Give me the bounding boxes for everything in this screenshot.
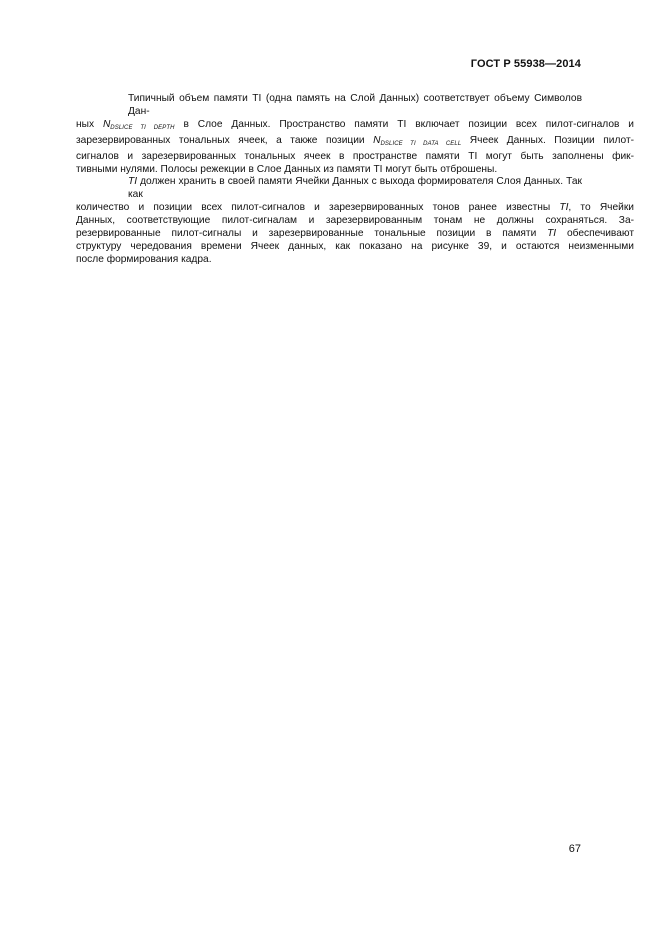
page-number: 67 xyxy=(568,843,581,855)
paragraph-memory-size xyxy=(76,93,635,176)
text-line: сигналов и зарезервированных тональных ячеек в пространстве памяти TI могут быть заполнены фик- xyxy=(76,150,634,162)
text-line: тивными нулями. Полосы режекции в Слое Данных из памяти TI могут быть отброшены. xyxy=(76,163,498,175)
text-line: количество и позиции всех пилот-сигналов и зарезервированных тонов ранее известны TI, то Ячейки xyxy=(76,202,634,214)
text-line: ных $N_{DSLICE TI DEPTH}$ в Слое Данных. Пространство памяти TI включает позиции всех пилот-сигналов и xyxy=(76,118,634,131)
text-line: Типичный объем памяти TI (одна память на Слой Данных) соответствует объему Символов Дан- xyxy=(128,93,582,117)
text-line: структуру чередования времени Ячеек данных, как показано на рисунке 39, и остаются неизменными xyxy=(76,240,634,252)
text-line: после формирования кадра. xyxy=(76,253,212,265)
text-line: зарезервированных тональных ячеек, а также позиции $N_{DSLICE TI DATA CELL}$ Ячеек Данных. Позиции пилот- xyxy=(76,134,635,147)
subscript: DSLICE TI DEPTH xyxy=(110,124,175,131)
text-line: Данных, соответствующие пилот-сигналам и зарезервированным тонам не должны сохраняться. За- xyxy=(76,215,634,227)
text-line: резервированные пилот-сигналы и зарезервированные тональные позиции в памяти TI обеспечивают xyxy=(76,228,634,240)
text-line: TI должен хранить в своей памяти Ячейки Данных с выхода формирователя Слоя Данных. Так как xyxy=(128,176,582,201)
subscript: DSLICE TI DATA CELL xyxy=(380,140,462,147)
document-id-header: ГОСТ Р 55938—2014 xyxy=(470,58,581,70)
body-text xyxy=(76,93,635,267)
paragraph-ti-storage xyxy=(76,176,634,266)
